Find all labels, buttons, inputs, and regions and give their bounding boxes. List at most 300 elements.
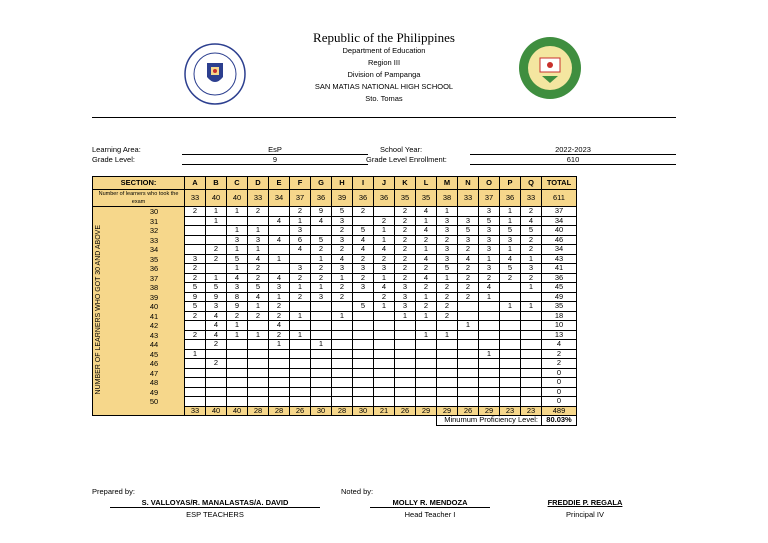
noted-title: Head Teacher I bbox=[404, 510, 456, 519]
section-cell: H bbox=[332, 177, 353, 190]
score-cell: 4 bbox=[311, 216, 332, 226]
section-cell: P bbox=[500, 177, 521, 190]
score-label: 47 bbox=[149, 368, 159, 378]
row-total: 34 bbox=[542, 216, 577, 226]
score-cell bbox=[353, 368, 374, 378]
section-cell: M bbox=[437, 177, 458, 190]
score-cell: 4 bbox=[374, 283, 395, 293]
score-cell bbox=[500, 321, 521, 331]
score-cell bbox=[416, 368, 437, 378]
score-label: 37 bbox=[149, 273, 159, 283]
score-cell bbox=[374, 321, 395, 331]
score-cell: 6 bbox=[290, 235, 311, 245]
score-cell: 4 bbox=[353, 235, 374, 245]
row-total: 0 bbox=[542, 378, 577, 388]
score-cell: 1 bbox=[290, 311, 311, 321]
score-label: 30 bbox=[149, 207, 159, 216]
score-cell bbox=[437, 397, 458, 407]
score-cell: 4 bbox=[269, 235, 290, 245]
score-cell bbox=[185, 387, 206, 397]
row-total: 43 bbox=[542, 254, 577, 264]
score-cell bbox=[479, 387, 500, 397]
town-line: Sto. Tomas bbox=[365, 94, 403, 103]
score-cell bbox=[521, 378, 542, 388]
score-cell: 1 bbox=[185, 349, 206, 359]
grade-level-value: 9 bbox=[182, 155, 368, 165]
score-cell bbox=[353, 397, 374, 407]
score-cell: 5 bbox=[185, 283, 206, 293]
row-total: 13 bbox=[542, 330, 577, 340]
score-cell: 1 bbox=[395, 311, 416, 321]
row-total: 0 bbox=[542, 387, 577, 397]
score-cell bbox=[500, 292, 521, 302]
score-cell bbox=[332, 340, 353, 350]
score-cell bbox=[374, 340, 395, 350]
score-cell: 2 bbox=[416, 283, 437, 293]
score-cell bbox=[290, 368, 311, 378]
score-cell: 2 bbox=[521, 245, 542, 255]
score-cell bbox=[206, 226, 227, 236]
score-cell: 2 bbox=[269, 311, 290, 321]
score-cell: 2 bbox=[332, 226, 353, 236]
score-label: 49 bbox=[149, 387, 159, 397]
score-cell: 5 bbox=[437, 264, 458, 274]
score-cell bbox=[269, 264, 290, 274]
score-cell: 3 bbox=[374, 264, 395, 274]
score-cell bbox=[521, 311, 542, 321]
score-cell bbox=[206, 378, 227, 388]
score-cell: 5 bbox=[458, 226, 479, 236]
count-cell: 40 bbox=[227, 190, 248, 207]
score-cell: 4 bbox=[479, 283, 500, 293]
mpl-spacer bbox=[93, 416, 437, 426]
score-cell bbox=[269, 245, 290, 255]
score-cell: 2 bbox=[458, 245, 479, 255]
score-cell: 3 bbox=[395, 283, 416, 293]
score-cell: 4 bbox=[353, 245, 374, 255]
score-cell: 2 bbox=[374, 254, 395, 264]
score-cell bbox=[332, 321, 353, 331]
mpl-value: 80.03% bbox=[542, 416, 577, 426]
score-cell bbox=[395, 330, 416, 340]
score-cell bbox=[416, 387, 437, 397]
section-total: 26 bbox=[458, 406, 479, 416]
score-cell: 5 bbox=[479, 216, 500, 226]
section-total: 29 bbox=[479, 406, 500, 416]
score-cell bbox=[458, 378, 479, 388]
score-cell: 1 bbox=[437, 330, 458, 340]
section-total: 23 bbox=[521, 406, 542, 416]
score-cell bbox=[458, 330, 479, 340]
score-cell bbox=[500, 397, 521, 407]
score-cell bbox=[458, 340, 479, 350]
score-cell: 1 bbox=[227, 321, 248, 331]
learning-area-value: EsP bbox=[182, 145, 368, 155]
score-cell bbox=[395, 340, 416, 350]
score-cell: 3 bbox=[437, 226, 458, 236]
score-cell bbox=[500, 311, 521, 321]
score-cell bbox=[374, 387, 395, 397]
score-cell: 2 bbox=[521, 207, 542, 217]
count-cell: 33 bbox=[521, 190, 542, 207]
score-cell bbox=[395, 378, 416, 388]
score-cell: 3 bbox=[206, 302, 227, 312]
score-cell bbox=[416, 359, 437, 369]
score-cell: 4 bbox=[290, 245, 311, 255]
score-cell bbox=[521, 397, 542, 407]
score-cell: 2 bbox=[374, 216, 395, 226]
score-cell: 2 bbox=[479, 273, 500, 283]
score-cell bbox=[227, 387, 248, 397]
score-cell: 3 bbox=[311, 292, 332, 302]
score-cell: 5 bbox=[353, 302, 374, 312]
score-cell bbox=[395, 387, 416, 397]
score-cell bbox=[290, 349, 311, 359]
row-total: 46 bbox=[542, 235, 577, 245]
score-cell bbox=[332, 302, 353, 312]
score-cell: 4 bbox=[458, 254, 479, 264]
score-cell bbox=[206, 349, 227, 359]
score-cell bbox=[353, 330, 374, 340]
score-cell bbox=[311, 311, 332, 321]
score-cell bbox=[479, 378, 500, 388]
score-cell bbox=[290, 321, 311, 331]
score-cell bbox=[269, 387, 290, 397]
count-cell: 37 bbox=[479, 190, 500, 207]
score-cell bbox=[458, 349, 479, 359]
score-cell bbox=[185, 321, 206, 331]
score-cell: 5 bbox=[521, 226, 542, 236]
score-cell: 3 bbox=[227, 283, 248, 293]
score-cell bbox=[227, 378, 248, 388]
score-cell bbox=[248, 321, 269, 331]
score-label: 46 bbox=[149, 359, 159, 368]
score-cell: 2 bbox=[227, 311, 248, 321]
section-cell: J bbox=[374, 177, 395, 190]
score-cell: 1 bbox=[227, 330, 248, 340]
score-cell: 1 bbox=[311, 254, 332, 264]
score-cell: 2 bbox=[437, 311, 458, 321]
section-cell: L bbox=[416, 177, 437, 190]
score-cell bbox=[353, 311, 374, 321]
score-cell: 1 bbox=[248, 330, 269, 340]
mpl-label: Minumum Proficiency Level: bbox=[437, 416, 542, 426]
score-cell bbox=[521, 359, 542, 369]
count-cell: 33 bbox=[248, 190, 269, 207]
score-cell: 1 bbox=[269, 340, 290, 350]
score-cell: 3 bbox=[353, 283, 374, 293]
score-cell: 2 bbox=[185, 311, 206, 321]
score-cell bbox=[311, 349, 332, 359]
section-cell: B bbox=[206, 177, 227, 190]
score-cell: 1 bbox=[479, 292, 500, 302]
row-total: 18 bbox=[542, 311, 577, 321]
score-cell bbox=[521, 387, 542, 397]
score-cell: 3 bbox=[332, 235, 353, 245]
score-cell: 2 bbox=[395, 264, 416, 274]
score-cell: 2 bbox=[185, 330, 206, 340]
score-cell: 3 bbox=[395, 302, 416, 312]
score-cell: 1 bbox=[374, 235, 395, 245]
score-cell: 4 bbox=[206, 311, 227, 321]
score-cell: 1 bbox=[311, 283, 332, 293]
mpl-row bbox=[93, 416, 577, 426]
score-cell: 4 bbox=[206, 321, 227, 331]
count-cell: 36 bbox=[500, 190, 521, 207]
score-cell: 1 bbox=[227, 245, 248, 255]
score-cell: 2 bbox=[416, 235, 437, 245]
score-cell bbox=[353, 349, 374, 359]
prepared-names: S. VALLOYAS/R. MANALASTAS/A. DAVID bbox=[110, 498, 320, 508]
score-cell: 2 bbox=[206, 340, 227, 350]
score-cell bbox=[416, 349, 437, 359]
row-total: 2 bbox=[542, 349, 577, 359]
score-cell: 4 bbox=[374, 245, 395, 255]
score-cell: 4 bbox=[206, 330, 227, 340]
school-year-label: School Year: bbox=[380, 145, 423, 154]
score-cell: 3 bbox=[185, 254, 206, 264]
score-cell: 4 bbox=[416, 254, 437, 264]
score-cell: 3 bbox=[248, 235, 269, 245]
score-cell: 1 bbox=[416, 330, 437, 340]
score-cell bbox=[458, 368, 479, 378]
score-cell: 4 bbox=[416, 226, 437, 236]
score-cell bbox=[311, 368, 332, 378]
score-cell bbox=[185, 245, 206, 255]
row-total: 10 bbox=[542, 321, 577, 331]
score-cell: 3 bbox=[353, 264, 374, 274]
score-cell: 2 bbox=[521, 273, 542, 283]
score-cell: 9 bbox=[311, 207, 332, 217]
grade-level-label: Grade Level: bbox=[92, 155, 135, 164]
school-name: SAN MATIAS NATIONAL HIGH SCHOOL bbox=[314, 82, 454, 91]
score-cell bbox=[500, 368, 521, 378]
score-cell: 5 bbox=[185, 302, 206, 312]
score-cell bbox=[479, 340, 500, 350]
section-cell: F bbox=[290, 177, 311, 190]
score-cell bbox=[227, 368, 248, 378]
count-cell: 37 bbox=[290, 190, 311, 207]
score-cell bbox=[395, 359, 416, 369]
score-label: 38 bbox=[149, 283, 159, 292]
count-cell: 39 bbox=[332, 190, 353, 207]
score-cell bbox=[227, 397, 248, 407]
score-cell bbox=[353, 292, 374, 302]
score-cell: 4 bbox=[269, 273, 290, 283]
score-cell bbox=[437, 387, 458, 397]
section-total: 28 bbox=[248, 406, 269, 416]
score-cell: 2 bbox=[458, 292, 479, 302]
section-cell: Q bbox=[521, 177, 542, 190]
score-cell bbox=[248, 349, 269, 359]
score-cell bbox=[395, 397, 416, 407]
score-cell: 1 bbox=[437, 273, 458, 283]
score-cell: 1 bbox=[269, 292, 290, 302]
score-cell: 3 bbox=[458, 216, 479, 226]
score-cell bbox=[479, 397, 500, 407]
score-cell: 2 bbox=[332, 283, 353, 293]
score-cell bbox=[416, 378, 437, 388]
header-divider bbox=[92, 117, 676, 118]
score-cell: 3 bbox=[521, 264, 542, 274]
score-cell bbox=[227, 349, 248, 359]
score-cell bbox=[458, 397, 479, 407]
score-cell: 1 bbox=[206, 207, 227, 217]
row-total: 0 bbox=[542, 397, 577, 407]
section-total: 30 bbox=[311, 406, 332, 416]
row-total: 45 bbox=[542, 283, 577, 293]
section-total: 29 bbox=[437, 406, 458, 416]
score-cell: 1 bbox=[374, 273, 395, 283]
row-total: 0 bbox=[542, 368, 577, 378]
score-cell: 5 bbox=[500, 226, 521, 236]
learners-count-label: Number of learners who took the exam bbox=[93, 190, 185, 207]
score-cell: 2 bbox=[269, 330, 290, 340]
count-cell: 34 bbox=[269, 190, 290, 207]
score-cell bbox=[521, 368, 542, 378]
score-cell bbox=[374, 397, 395, 407]
score-cell bbox=[206, 235, 227, 245]
score-cell: 2 bbox=[353, 207, 374, 217]
score-label: 50 bbox=[149, 397, 159, 406]
section-total: 29 bbox=[416, 406, 437, 416]
score-cell: 4 bbox=[332, 254, 353, 264]
section-total: 40 bbox=[227, 406, 248, 416]
republic-title: Republic of the Philippines bbox=[313, 30, 455, 45]
score-cell bbox=[311, 321, 332, 331]
row-total: 36 bbox=[542, 273, 577, 283]
score-cell bbox=[479, 368, 500, 378]
score-cell bbox=[437, 321, 458, 331]
score-cell bbox=[374, 368, 395, 378]
score-cell bbox=[353, 340, 374, 350]
score-cell: 1 bbox=[290, 283, 311, 293]
score-cell bbox=[521, 292, 542, 302]
score-cell bbox=[374, 349, 395, 359]
score-cell bbox=[311, 397, 332, 407]
score-cell: 2 bbox=[395, 226, 416, 236]
score-cell: 2 bbox=[395, 273, 416, 283]
score-cell: 2 bbox=[248, 264, 269, 274]
score-cell bbox=[206, 397, 227, 407]
section-total: 23 bbox=[500, 406, 521, 416]
score-cell: 1 bbox=[437, 207, 458, 217]
score-cell bbox=[374, 330, 395, 340]
score-cell: 2 bbox=[185, 264, 206, 274]
score-cell bbox=[269, 378, 290, 388]
noted-name: MOLLY R. MENDOZA bbox=[370, 498, 490, 508]
score-cell: 2 bbox=[248, 207, 269, 217]
score-cell: 1 bbox=[479, 254, 500, 264]
vertical-label: NUMBER OF LEARNERS WHO GOT 30 AND ABOVE bbox=[95, 225, 102, 395]
score-cell: 2 bbox=[437, 292, 458, 302]
score-cell bbox=[227, 340, 248, 350]
score-cell bbox=[521, 321, 542, 331]
score-cell: 4 bbox=[227, 273, 248, 283]
score-cell bbox=[437, 359, 458, 369]
total-header: TOTAL bbox=[542, 177, 577, 190]
score-cell: 2 bbox=[416, 264, 437, 274]
score-cell: 2 bbox=[185, 207, 206, 217]
score-cell: 1 bbox=[227, 207, 248, 217]
score-cell bbox=[353, 321, 374, 331]
score-cell: 1 bbox=[500, 302, 521, 312]
score-cell bbox=[290, 254, 311, 264]
section-cell: C bbox=[227, 177, 248, 190]
score-cell: 1 bbox=[248, 226, 269, 236]
score-cell: 9 bbox=[185, 292, 206, 302]
score-cell bbox=[353, 387, 374, 397]
score-cell bbox=[458, 311, 479, 321]
score-cell bbox=[500, 349, 521, 359]
principal-name: FREDDIE P. REGALA bbox=[547, 498, 623, 507]
score-cell bbox=[206, 387, 227, 397]
count-cell: 35 bbox=[416, 190, 437, 207]
score-cell bbox=[227, 359, 248, 369]
score-cell bbox=[248, 359, 269, 369]
score-cell bbox=[311, 226, 332, 236]
section-cell: K bbox=[395, 177, 416, 190]
score-cell bbox=[332, 330, 353, 340]
score-cell bbox=[500, 340, 521, 350]
section-header-row bbox=[93, 177, 577, 190]
score-cell: 4 bbox=[500, 254, 521, 264]
score-cell: 3 bbox=[479, 264, 500, 274]
score-cell: 4 bbox=[248, 254, 269, 264]
prepared-label: Prepared by: bbox=[92, 487, 135, 496]
score-cell bbox=[290, 378, 311, 388]
enrollment-label: Grade Level Enrollment: bbox=[366, 155, 447, 164]
score-cell: 2 bbox=[395, 207, 416, 217]
count-cell: 36 bbox=[353, 190, 374, 207]
score-cell: 2 bbox=[311, 273, 332, 283]
section-total: 21 bbox=[374, 406, 395, 416]
section-cell: D bbox=[248, 177, 269, 190]
score-cell: 2 bbox=[290, 207, 311, 217]
score-cell: 1 bbox=[500, 245, 521, 255]
score-cell bbox=[458, 359, 479, 369]
score-cell bbox=[185, 368, 206, 378]
row-total: 2 bbox=[542, 359, 577, 369]
score-cell: 1 bbox=[458, 321, 479, 331]
score-cell: 1 bbox=[416, 292, 437, 302]
score-cell: 5 bbox=[248, 283, 269, 293]
score-cell: 5 bbox=[500, 264, 521, 274]
score-cell: 2 bbox=[332, 292, 353, 302]
document-header bbox=[0, 30, 768, 105]
score-cell: 2 bbox=[206, 254, 227, 264]
score-cell bbox=[248, 216, 269, 226]
score-cell bbox=[353, 216, 374, 226]
score-cell bbox=[500, 387, 521, 397]
score-cell: 3 bbox=[479, 226, 500, 236]
score-cell bbox=[521, 330, 542, 340]
score-cell bbox=[479, 321, 500, 331]
section-cell: G bbox=[311, 177, 332, 190]
principal-title: Principal IV bbox=[566, 510, 604, 519]
score-cell: 3 bbox=[458, 235, 479, 245]
score-label: 42 bbox=[149, 321, 159, 330]
score-cell bbox=[458, 302, 479, 312]
score-label: 34 bbox=[149, 245, 159, 254]
score-cell bbox=[437, 340, 458, 350]
score-cell: 3 bbox=[479, 245, 500, 255]
score-cell bbox=[437, 368, 458, 378]
row-total: 4 bbox=[542, 340, 577, 350]
score-cell: 1 bbox=[521, 283, 542, 293]
score-cell bbox=[248, 387, 269, 397]
score-cell bbox=[269, 359, 290, 369]
